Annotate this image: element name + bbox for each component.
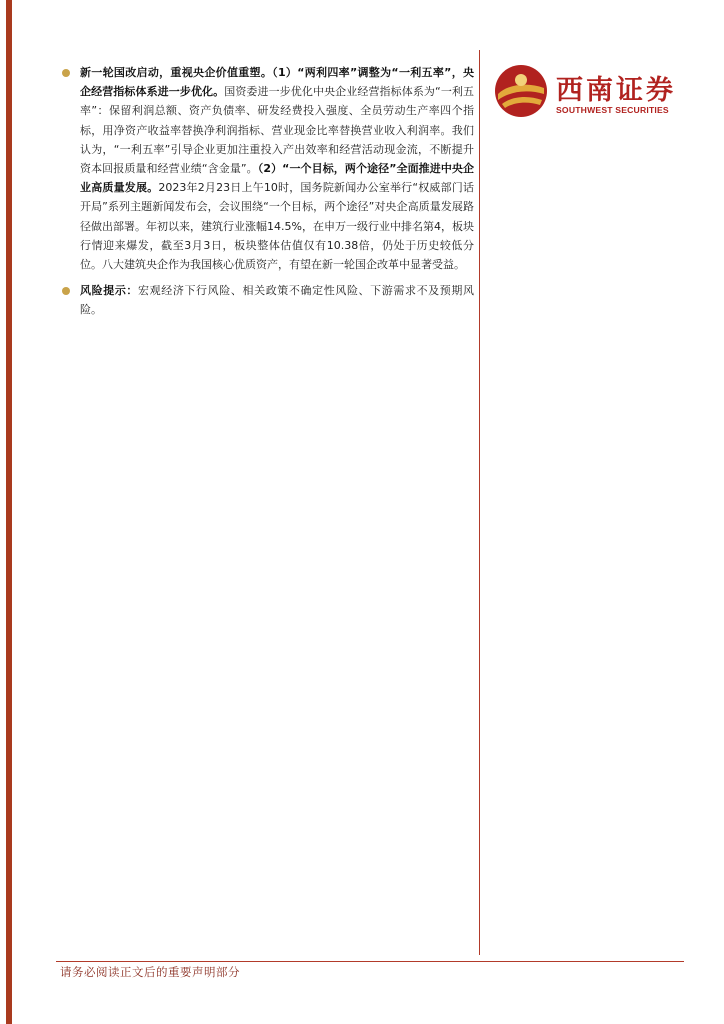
footer-disclaimer: 请务必阅读正文后的重要声明部分	[60, 965, 240, 979]
risk-heading: 风险提示：	[80, 284, 139, 298]
paragraph-subheading: （2）“一个目标，两个途径”全面推进中央企业高质量发展。	[80, 162, 474, 195]
left-accent-strip	[0, 0, 14, 1024]
paragraph-heading: 新一轮国改启动，重视央企价值重塑。（1）“两利四率”调整为“一利五率”，央企经营指标体系进一步优化。	[80, 66, 474, 99]
paragraph-body	[80, 63, 474, 274]
risk-body	[80, 281, 474, 319]
risk-text: 宏观经济下行风险、相关政策不确定性风险、下游需求不及预期风险。	[80, 284, 474, 317]
summary-paragraph	[62, 63, 474, 274]
paragraph-text: 国资委进一步优化中央企业经营指标体系为“一利五率”：保留利润总额、资产负债率、研发经费投入强度、全员劳动生产率四个指标，用净资产收益率替换净利润指标、营业现金比率替换营业收入利润率。我们认为，“一利五率”引导企业更加注重投入产出效率和经营活动现金流，不断提升资本回报质量和经营业绩“含金量”。	[80, 85, 475, 176]
company-name-en: SOUTHWEST SECURITIES	[556, 105, 669, 115]
column-divider	[479, 50, 480, 955]
footer-divider	[56, 961, 684, 962]
bullet-dot-icon	[62, 69, 70, 77]
paragraph-text-2: 2023年2月23日上午10时，国务院新闻办公室举行“权威部门话开局”系列主题新闻发布会，会议围绕“一个目标，两个途径”对央企高质量发展路径做出部署。年初以来，建筑行业涨幅14.5%，在申万一级行业中排名第4，板块行情迎来爆发，截至3月3日，板块整体估值仅有10.38倍，仍处于历史较低分位。八大建筑央企作为我国核心优质资产，有望在新一轮国企改革中显著受益。	[80, 181, 475, 272]
summary-column	[62, 63, 474, 327]
company-logo	[494, 64, 684, 120]
left-accent-band	[6, 0, 12, 1024]
logo-mark-icon	[494, 64, 548, 118]
company-name-cn: 西南证券	[556, 75, 676, 106]
risk-paragraph	[62, 281, 474, 319]
bullet-dot-icon	[62, 287, 70, 295]
